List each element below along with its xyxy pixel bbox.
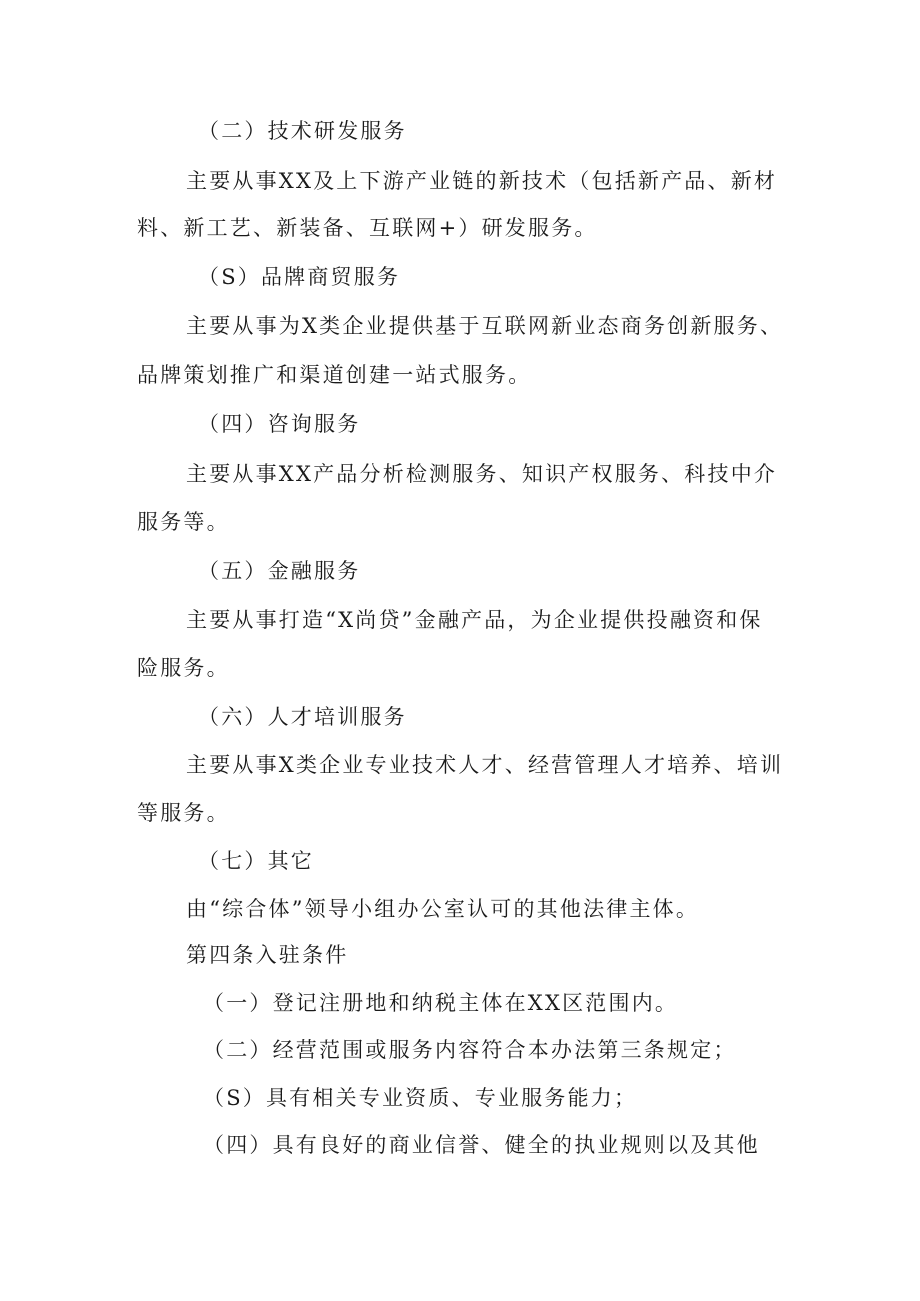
paragraph-line: 由“综合体”领导小组办公室认可的其他法律主体。 bbox=[186, 897, 700, 921]
condition-item: （二）经营范围或服务内容符合本办法第三条规定； bbox=[203, 1038, 737, 1062]
section-heading-other: （七）其它 bbox=[198, 849, 314, 873]
paragraph-line: 主要从事打造“X尚贷”金融产品，为企业提供投融资和保 bbox=[186, 608, 763, 632]
section-heading-talent-training: （六）人才培训服务 bbox=[198, 705, 407, 729]
paragraph-line: 主要从事X类企业专业技术人才、经营管理人才培养、培训 bbox=[186, 753, 784, 777]
paragraph-line: 险服务。 bbox=[137, 656, 230, 680]
paragraph-line: 料、新工艺、新装备、互联网+）研发服务。 bbox=[137, 216, 598, 240]
paragraph-line: 服务等。 bbox=[137, 510, 230, 534]
condition-item: （一）登记注册地和纳税主体在XX区范围内。 bbox=[203, 991, 679, 1015]
section-heading-tech-rd: （二）技术研发服务 bbox=[198, 119, 407, 143]
condition-item: （四）具有良好的商业信誉、健全的执业规则以及其他 bbox=[203, 1133, 760, 1157]
paragraph-line: 主要从事XX及上下游产业链的新技术（包括新产品、新材 bbox=[186, 169, 778, 193]
condition-item: （S）具有相关专业资质、专业服务能力； bbox=[203, 1086, 638, 1110]
section-heading-finance: （五）金融服务 bbox=[198, 559, 361, 583]
paragraph-line: 等服务。 bbox=[137, 801, 230, 825]
paragraph-line: 主要从事XX产品分析检测服务、知识产权服务、科技中介 bbox=[186, 462, 778, 486]
paragraph-line: 品牌策划推广和渠道创建一站式服务。 bbox=[137, 363, 532, 387]
section-heading-consulting: （四）咨询服务 bbox=[198, 412, 361, 436]
paragraph-line: 主要从事为X类企业提供基于互联网新业态商务创新服务、 bbox=[186, 314, 784, 338]
article-heading: 第四条入驻条件 bbox=[186, 943, 349, 967]
section-heading-brand-trade: （S）品牌商贸服务 bbox=[198, 265, 401, 289]
